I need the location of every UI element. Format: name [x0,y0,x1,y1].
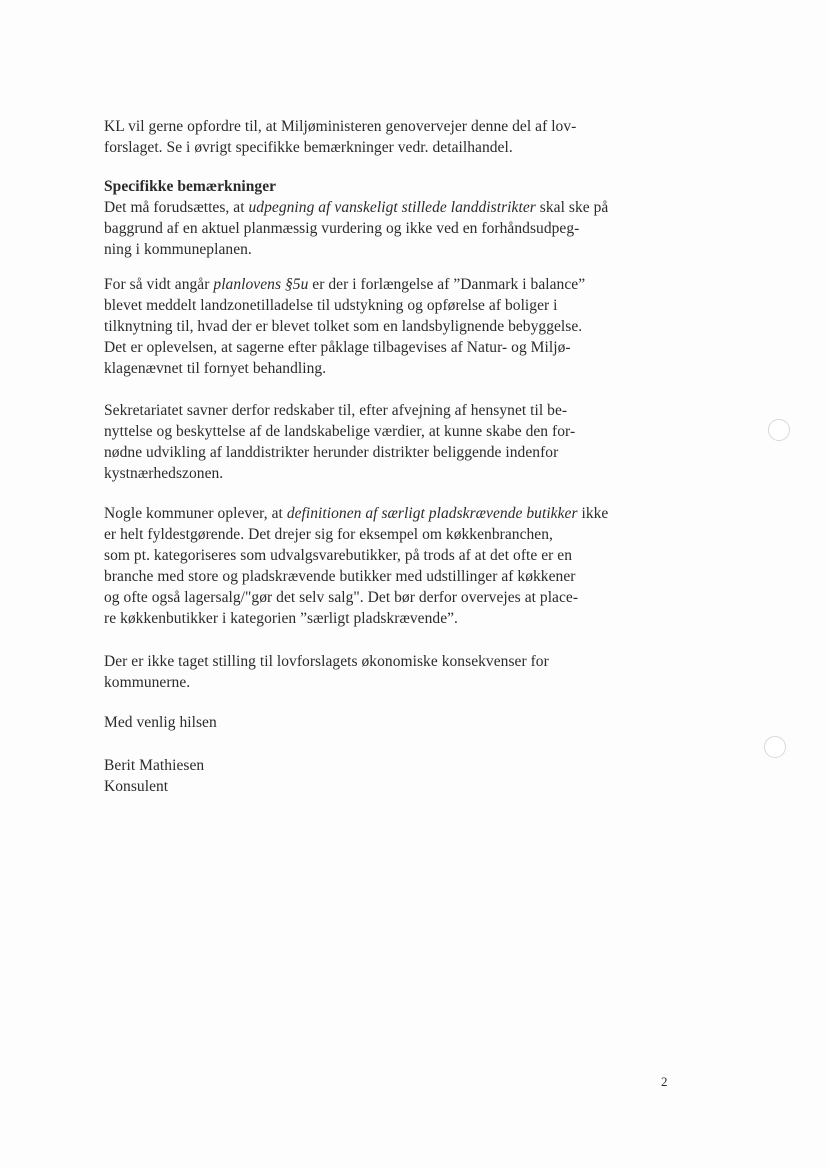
text-span: skal ske på [535,199,609,216]
text-line: er helt fyldestgørende. Det drejer sig for eksempel om køkkenbranchen, [104,526,553,543]
text-span: Nogle kommuner oplever, at [104,505,287,522]
text-line: branche med store og pladskrævende butikker med udstillinger af køkkener [104,568,576,585]
text-line [104,197,624,218]
text-line: som pt. kategoriseres som udvalgsvarebutikker, på trods af at det ofte er en [104,547,573,564]
paragraph-secretariat [104,400,624,484]
page-number: 2 [661,1074,668,1089]
signature-block [104,755,624,797]
paragraph-space-demanding-shops [104,503,624,629]
text-line: KL vil gerne opfordre til, at Miljøministeren genovervejer denne del af lov- [104,118,577,135]
text-line: nødne udvikling af landdistrikter herunder distrikter beliggende indenfor [104,444,559,461]
text-line: og ofte også lagersalg/"gør det selv salg". Det bør derfor overvejes at place- [104,589,579,606]
signer-title: Konsulent [104,778,169,795]
text-line: klagenævnet til fornyet behandling. [104,360,327,377]
punch-hole [764,736,786,758]
text-line: nyttelse og beskyttelse af de landskabelige værdier, at kunne skabe den for- [104,423,576,440]
italic-term: planlovens §5u [213,276,309,293]
paragraph-economic [104,651,624,693]
text-line: blevet meddelt landzonetilladelse til udstykning og opførelse af boliger i [104,297,558,314]
text-span: Det må forudsættes, at [104,199,249,216]
text-line: tilknytning til, hvad der er blevet tolket som en landsbylignende bebyggelse. [104,318,583,335]
section-heading: Specifikke bemærkninger [104,178,277,195]
text-line: kystnærhedszonen. [104,465,224,482]
punch-hole [768,419,790,441]
text-span: ikke [577,505,609,522]
text-line: forslaget. Se i øvrigt specifikke bemærkninger vedr. detailhandel. [104,139,513,156]
text-span: For så vidt angår [104,276,214,293]
text-span: er der i forlængelse af ”Danmark i balance” [308,276,586,293]
closing-greeting [104,712,624,733]
text-line: Der er ikke taget stilling til lovforslagets økonomiske konsekvenser for [104,653,549,670]
paragraph-intro [104,116,624,158]
text-line: baggrund af en aktuel planmæssig vurdering og ikke ved en forhåndsudpeg- [104,220,580,237]
text-line: ning i kommuneplanen. [104,241,252,258]
text-line [104,503,624,524]
italic-term: definitionen af særligt pladskrævende butikker [286,505,578,522]
signer-name: Berit Mathiesen [104,757,205,774]
text-line: kommunerne. [104,674,191,691]
italic-term: udpegning af vanskeligt stillede landdistrikter [248,199,536,216]
text-line: re køkkenbutikker i kategorien ”særligt pladskrævende”. [104,610,458,627]
section-specific-remarks [104,176,624,260]
text-line [104,274,624,295]
paragraph-planning-act [104,274,624,379]
text-line: Sekretariatet savner derfor redskaber til, efter afvejning af hensynet til be- [104,402,568,419]
closing-line: Med venlig hilsen [104,714,217,731]
text-line: Det er oplevelsen, at sagerne efter påklage tilbagevises af Natur- og Miljø- [104,339,571,356]
